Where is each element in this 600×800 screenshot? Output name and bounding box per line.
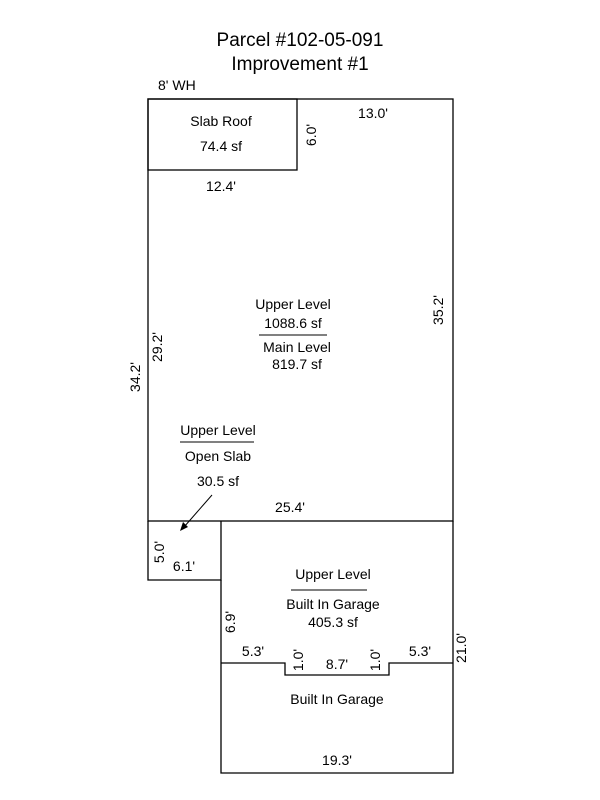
- dim-slab-roof-bottom: 12.4': [206, 178, 236, 194]
- dim-step-mid: 8.7': [325, 656, 349, 672]
- open-slab-pointer: [184, 495, 212, 527]
- open-slab-lower-label: Open Slab: [184, 448, 252, 464]
- main-upper-label: Upper Level: [255, 296, 331, 312]
- dim-left-outer: 34.2': [127, 362, 143, 392]
- dim-slab-roof-side: 6.0': [303, 123, 319, 147]
- dim-top-right: 13.0': [358, 105, 388, 121]
- garage-upper-lower-label: Built In Garage: [286, 596, 380, 612]
- open-slab-sf: 30.5 sf: [196, 473, 240, 489]
- dim-left-inner: 29.2': [149, 332, 165, 362]
- dim-step-right-drop: 1.0': [367, 648, 383, 672]
- main-upper-sf: 1088.6 sf: [264, 315, 322, 331]
- slab-roof-outline: [148, 99, 297, 170]
- slab-roof-area: [190, 113, 252, 154]
- open-slab-upper-label: Upper Level: [180, 422, 256, 438]
- slab-roof-sf: 74.4 sf: [199, 138, 243, 154]
- main-lower-label: Main Level: [263, 339, 331, 355]
- parcel-title: Parcel #102-05-091: [216, 30, 384, 51]
- dim-right-upper: 35.2': [430, 295, 446, 325]
- garage-upper-area: [286, 566, 380, 630]
- dim-step-left: 5.3': [241, 643, 265, 659]
- improvement-title: Improvement #1: [231, 54, 369, 75]
- main-level-area: [255, 296, 331, 372]
- garage-lower-label: Built In Garage: [290, 691, 384, 707]
- dim-open-slab-side: 5.0': [151, 540, 167, 564]
- dim-mid-span: 25.4': [275, 499, 305, 515]
- garage-upper-sf: 405.3 sf: [308, 614, 358, 630]
- slab-roof-label: Slab Roof: [190, 113, 252, 129]
- garage-upper-label: Upper Level: [295, 566, 371, 582]
- open-slab-area: [180, 422, 256, 531]
- dim-bottom: 19.3': [322, 752, 352, 768]
- dim-step-right: 5.3': [408, 643, 432, 659]
- dim-garage-left: 6.9': [222, 610, 238, 634]
- dim-right-lower: 21.0': [453, 633, 469, 663]
- dim-open-slab-bottom: 6.1': [172, 558, 196, 574]
- dim-step-left-drop: 1.0': [290, 648, 306, 672]
- main-lower-sf: 819.7 sf: [272, 356, 322, 372]
- wall-height-label: 8' WH: [158, 77, 196, 93]
